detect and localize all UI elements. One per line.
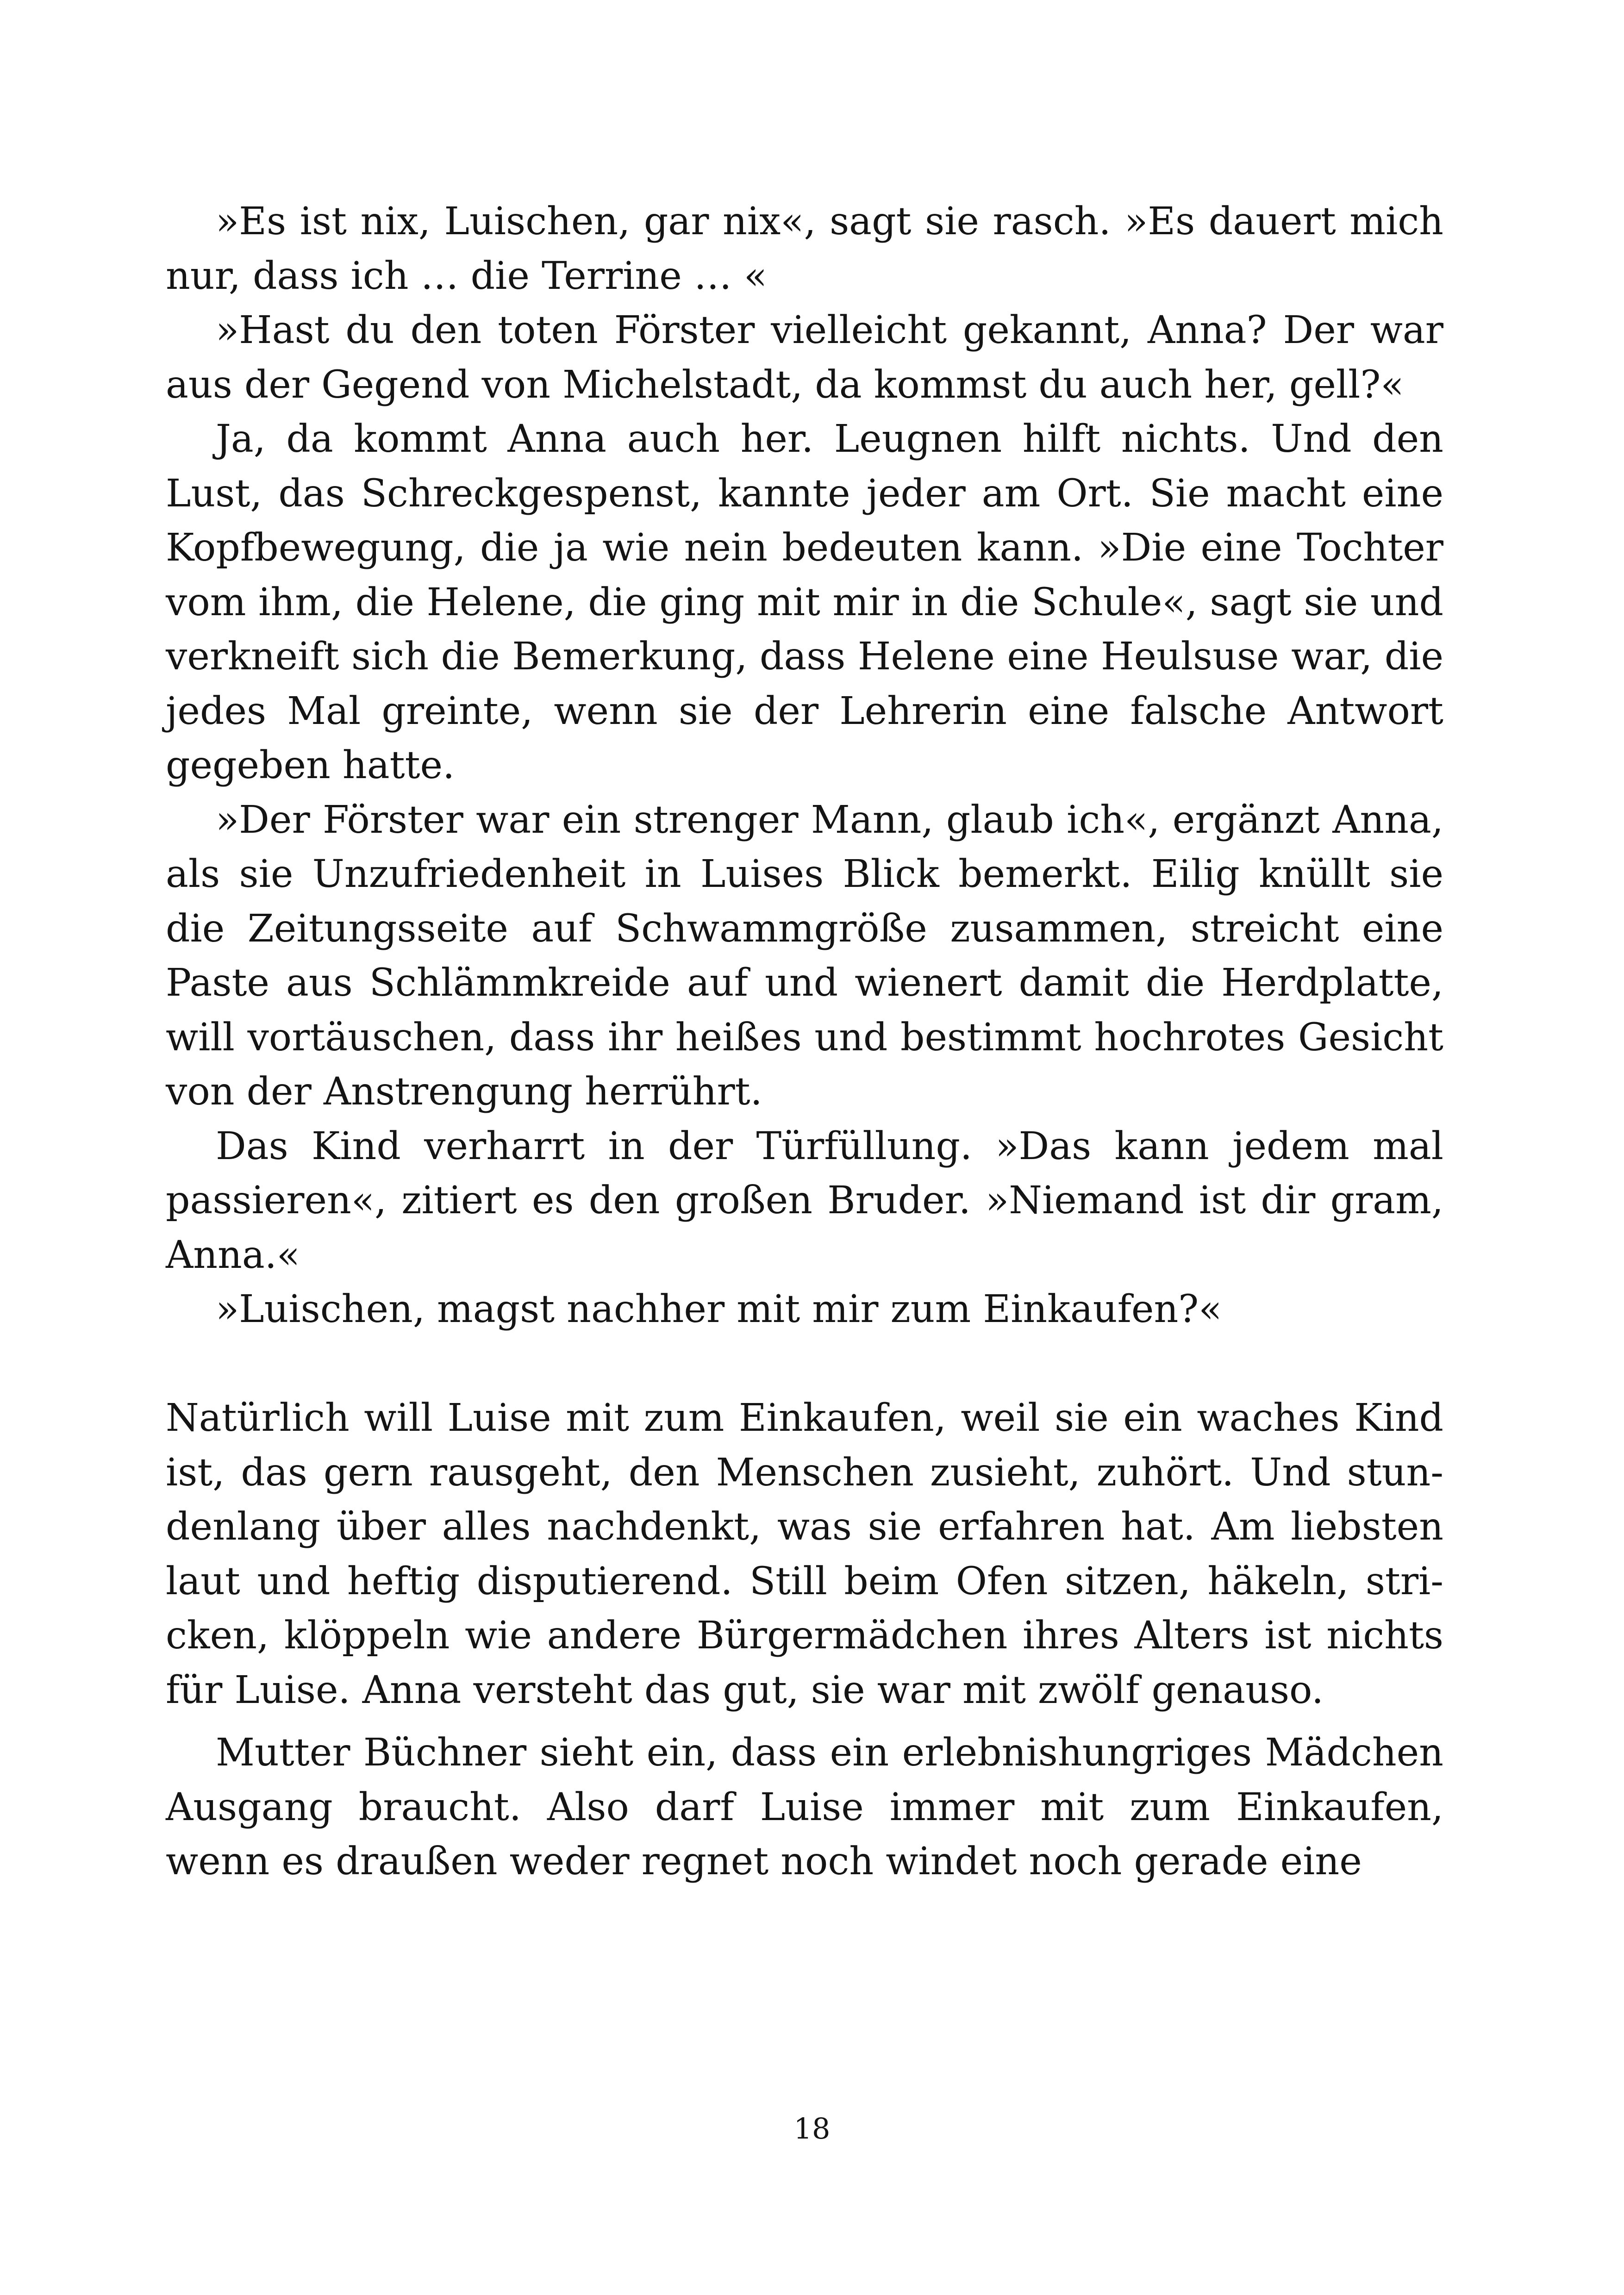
page-number: 18 [793,2112,831,2145]
section-break [166,1337,1443,1391]
paragraph: Mutter Büchner sieht ein, dass ein erlebnishungriges Mädchen Ausgang braucht. Also darf Luise immer mit zum Einkaufen, wenn es draußen weder regnet noch windet noch gerade eine [166,1731,1443,1883]
body-text [166,194,1443,1889]
paragraph: »Es ist nix, Luischen, gar nix«, sagt sie rasch. »Es dauert mich nur, dass ich … die Terrine … « [166,200,1443,298]
paragraph: »Hast du den toten Förster vielleicht gekannt, Anna? Der war aus der Gegend von Michelstadt, da kommst du auch her, gell?« [166,308,1443,407]
paragraph: Ja, da kommt Anna auch her. Leugnen hilft nichts. Und den Lust, das Schreckgespenst, kannte jeder am Ort. Sie macht eine Kopfbewegung, die ja wie nein bedeuten kann. »Die eine Tochter vom ihm, die Helene, die ging mit mir in die Schule«, sagt sie und verkneift sich die Bemerkung, dass Helene eine Heulsuse war, die jedes Mal greinte, wenn sie der Lehrerin eine falsche Antwort gegeben hatte. [166,417,1443,787]
paragraph: »Der Förster war ein strenger Mann, glaub ich«, ergänzt Anna, als sie Unzufriedenheit in Luises Blick bemerkt. Eilig knüllt sie die Zeitungsseite auf Schwammgröße zusammen, streicht eine Paste aus Schlämmkreide auf und wienert damit die Herdplatte, will vortäuschen, dass ihr heißes und bestimmt hochrotes Gesicht von der Anstrengung herrührt. [166,798,1443,1114]
paragraph: Das Kind verharrt in der Türfüllung. »Das kann jedem mal passieren«, zitiert es den großen Bruder. »Niemand ist dir gram, Anna.« [166,1124,1443,1277]
paragraph: »Luischen, magst nachher mit mir zum Einkaufen?« [216,1287,1222,1331]
paragraph: Natürlich will Luise mit zum Einkaufen, weil sie ein waches Kind ist, das gern rausgeht, den Menschen zusieht, zuhört. Und stundenlang über alles nachdenkt, was sie erfahren hat. Am liebsten laut und heftig disputierend. Still beim Ofen sitzen, häkeln, stricken, klöppeln wie andere Bürgermädchen ihres Alters ist nichts für Luise. Anna versteht das gut, sie war mit zwölf genauso. [166,1396,1443,1712]
